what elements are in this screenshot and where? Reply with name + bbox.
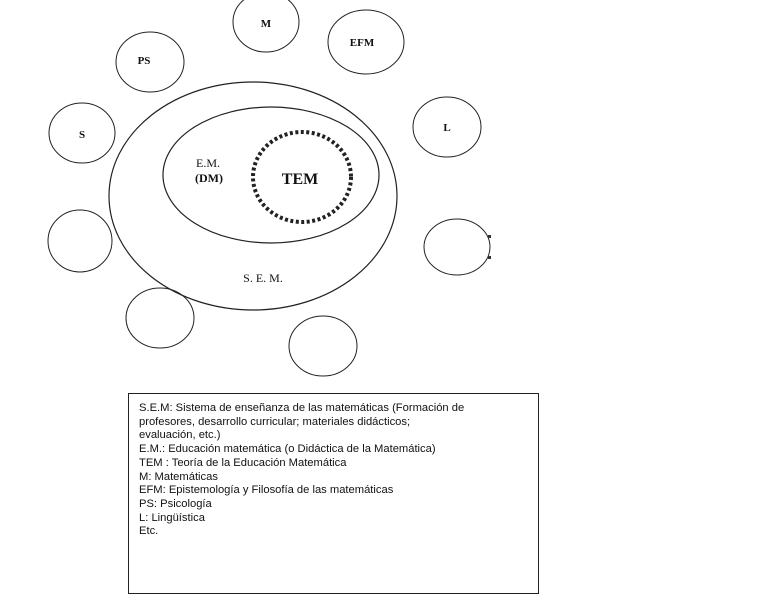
right-satellite-mark-bottom [488,256,491,259]
satellite-blank-bottom [289,316,357,376]
tem-label: TEM [281,171,319,188]
legend-line-etc: Etc. [139,525,159,538]
sem-label: S. E. M. [243,271,283,285]
legend-line-m: M: Matemáticas [139,470,218,483]
legend-line-ps: PS: Psicología [139,497,212,510]
satellite-s-label: S [78,129,86,141]
legend-line-sem-2: profesores, desarrollo curricular; materiales didácticos; [139,415,411,428]
satellite-blank-bottom-left [126,288,194,348]
em-label-line1: E.M. [196,156,220,170]
satellite-m-label: M [260,18,272,30]
satellite-ps-label: PS [137,55,151,67]
satellite-l-label: L [443,122,451,134]
legend-line-sem-1: S.E.M: Sistema de enseñanza de las matemáticas (Formación de [139,402,465,414]
satellite-efm-label: EFM [349,37,375,49]
legend-line-tem: TEM : Teoría de la Educación Matemática [139,456,347,469]
em-label-line2: (DM) [195,171,223,185]
legend-line-em: E.M.: Educación matemática (o Didáctica de la Matemática) [139,443,436,456]
satellite-blank-right [424,219,490,275]
right-satellite-mark-top [488,235,491,238]
satellite-blank-left [48,210,112,272]
legend-line-sem-3: evaluación, etc.) [139,429,221,442]
legend-line-efm: EFM: Epistemología y Filosofía de las matemáticas [139,484,394,497]
legend-box [128,393,539,594]
legend-line-l: L: Lingüística [139,511,205,524]
